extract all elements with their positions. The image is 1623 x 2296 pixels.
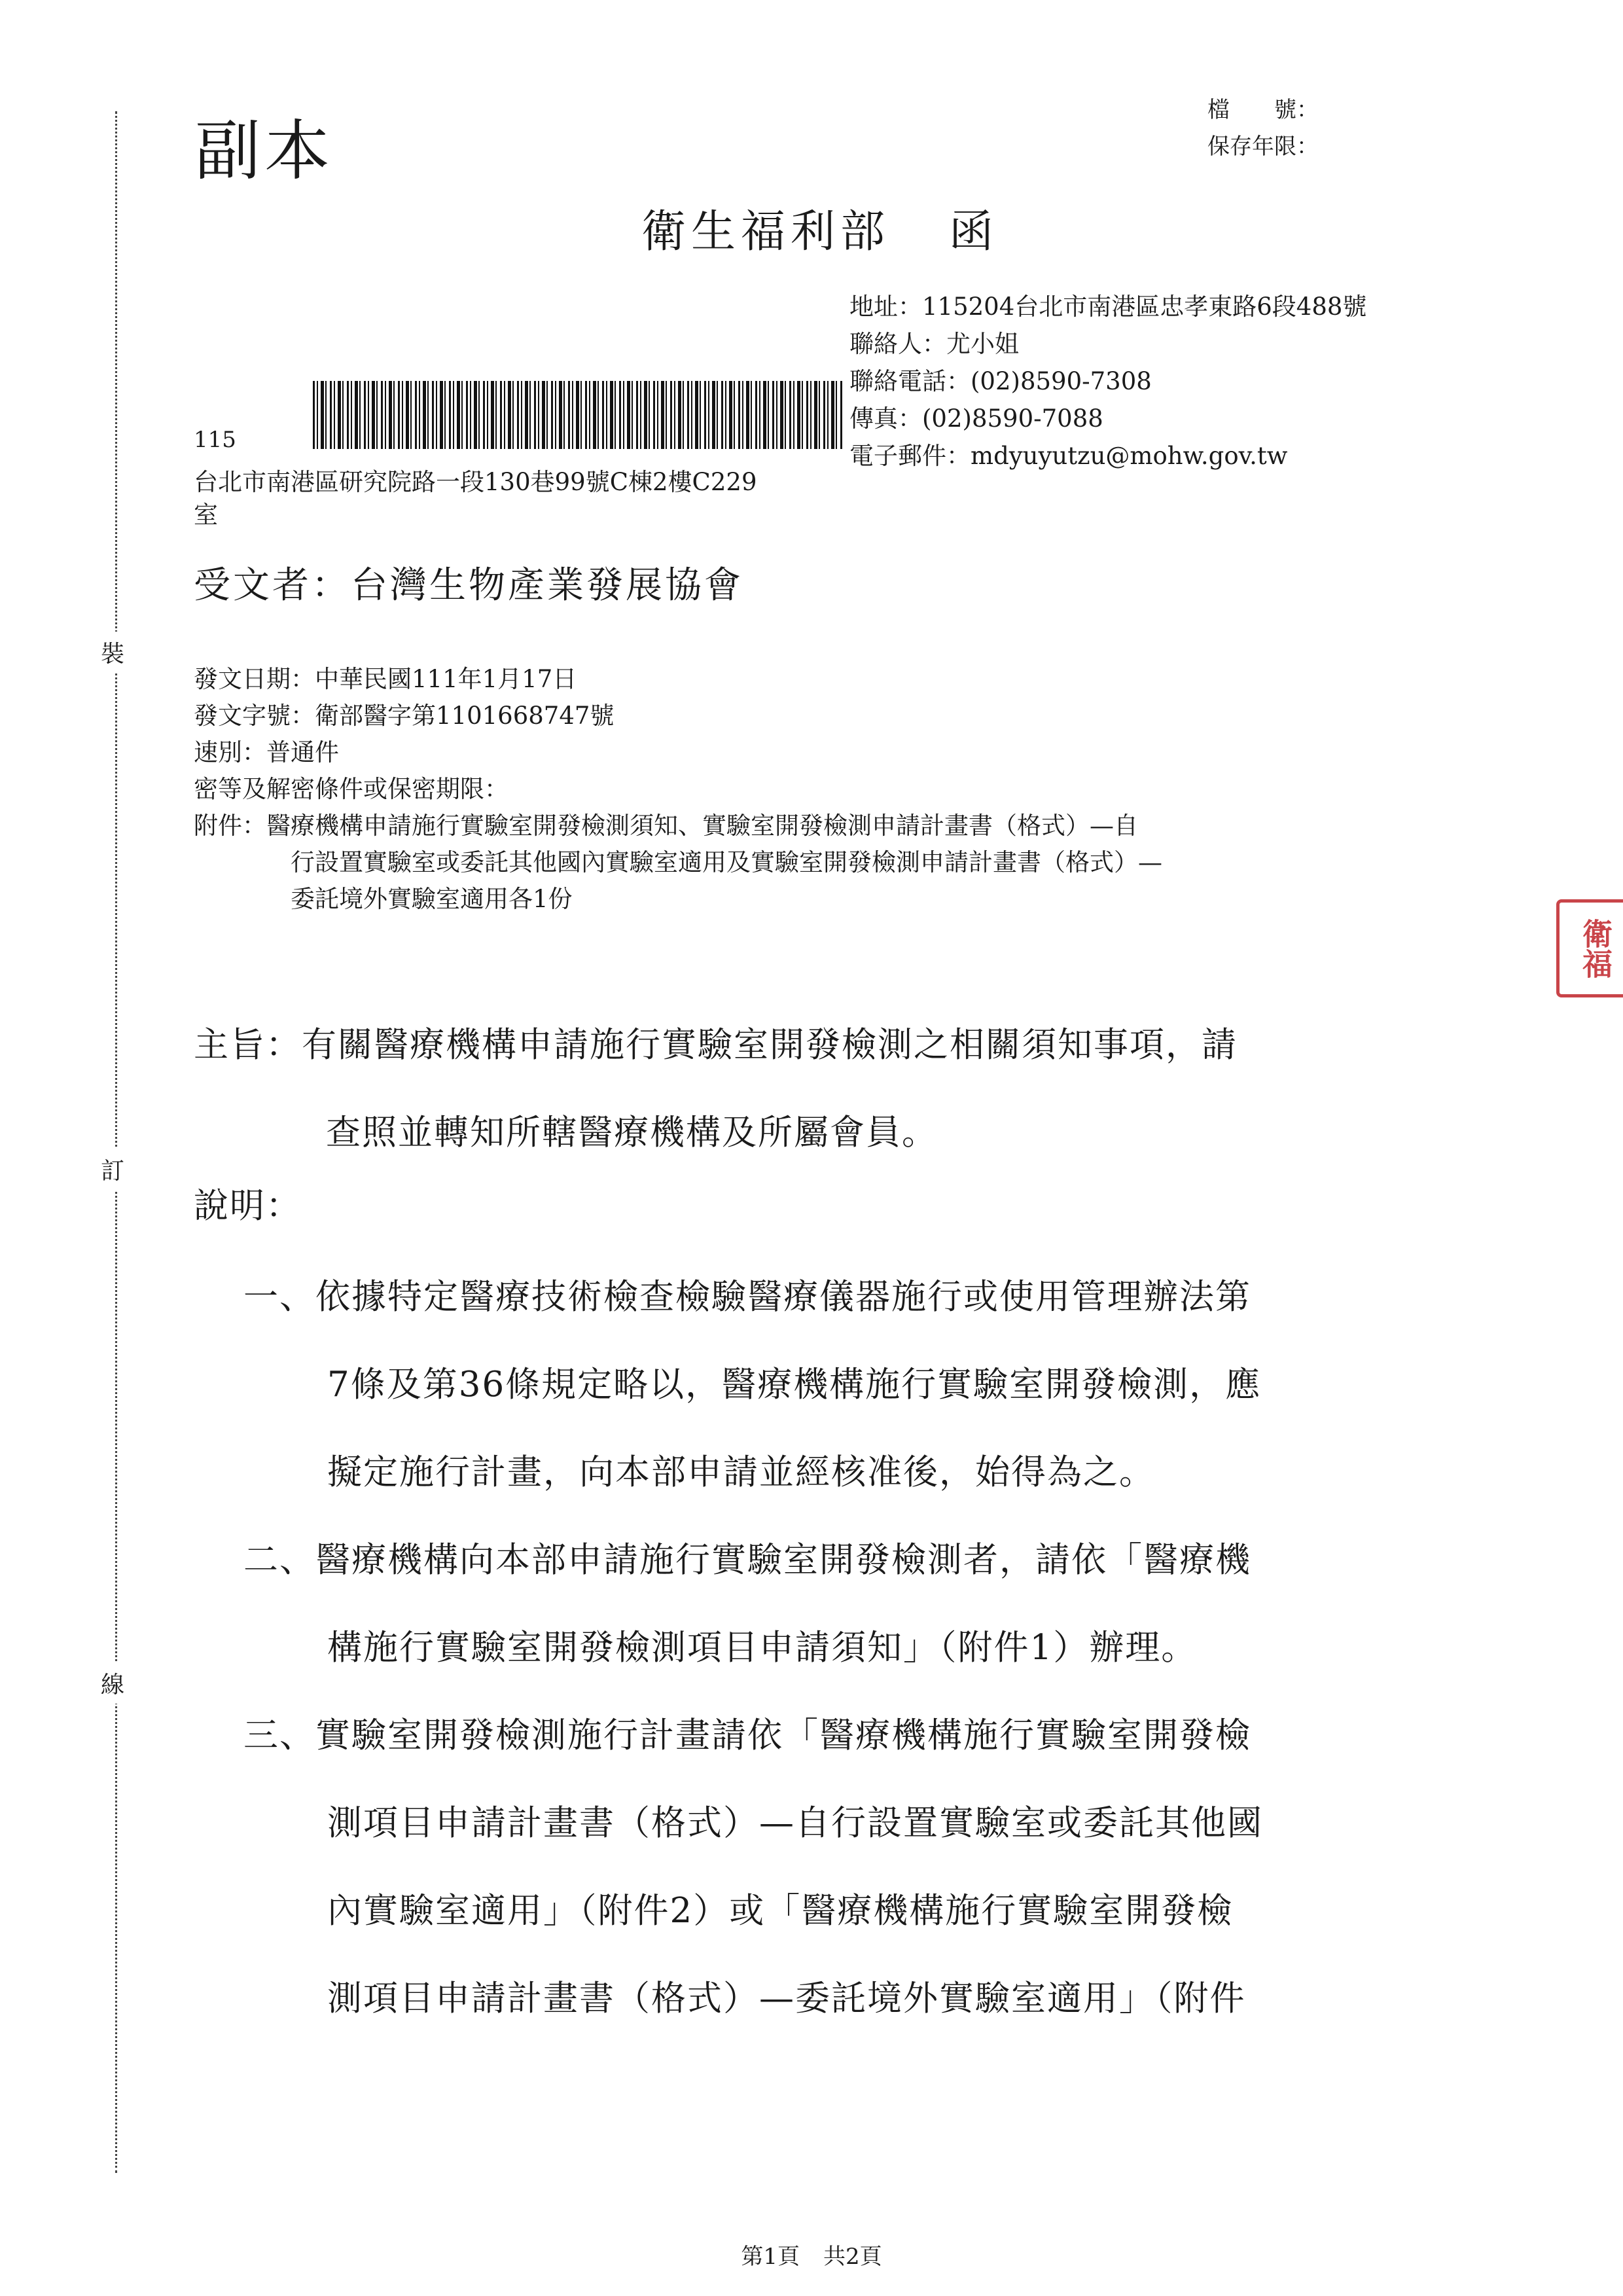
sender-fax: 傳真：(02)8590-7088 [849,404,1103,433]
recipient-address-line: 台北市南港區研究院路一段130巷99號C棟2樓C229 [194,468,757,496]
document-type: 函 [949,206,999,258]
sender-phone: 聯絡電話：(02)8590-7308 [849,367,1152,395]
classification: 密等及解密條件或保密期限： [194,775,508,803]
subject [194,1001,1238,1177]
page-total: 共2頁 [823,2244,882,2270]
document-title [641,196,999,260]
attachment-line: 附件：醫療機構申請施行實驗室開發檢測須知、實驗室開發檢測申請計畫書（格式）—自 [194,812,1138,840]
binding-mark-1: 裝 [101,632,124,673]
recipient-address [194,466,757,531]
issue-date: 發文日期：中華民國111年1月17日 [194,665,577,693]
attachment-line: 行設置實驗室或委託其他國內實驗室適用及實驗室開發檢測申請計畫書（格式）— [291,848,1162,876]
subject-line: 主旨：有關醫療機構申請施行實驗室開發檢測之相關須知事項，請 [194,1025,1238,1065]
sender-address: 地址：115204台北市南港區忠孝東路6段488號 [849,293,1367,321]
page-number: 第1頁 [741,2244,800,2270]
explanation-items [243,1253,1263,2043]
sender-info [849,288,1366,475]
explanation-heading: 說明： [194,1186,302,1226]
copy-label: 副本 [195,113,334,189]
explanation-item-1-line: 擬定施行計畫，向本部申請並經核准後，始得為之。 [327,1452,1155,1492]
archive-number-label: 檔 號： [1207,97,1319,123]
subject-line: 查照並轉知所轄醫療機構及所屬會員。 [326,1113,938,1153]
sender-email: 電子郵件：mdyuyutzu@mohw.gov.tw [849,442,1288,470]
retention-period-label: 保存年限： [1207,134,1319,160]
document-meta [194,661,1162,918]
explanation-item-1-line: 一、依據特定醫療技術檢查檢驗醫療儀器施行或使用管理辦法第 [243,1277,1251,1317]
issue-number: 發文字號：衛部醫字第1101668747號 [194,702,615,730]
postal-code: 115 [194,427,236,453]
delivery-speed: 速別：普通件 [194,738,339,766]
explanation-item-1-line: 7條及第36條規定略以，醫療機構施行實驗室開發檢測，應 [327,1365,1262,1405]
recipient: 受文者：台灣生物產業發展協會 [194,564,743,607]
archive-info [1207,92,1319,165]
page-footer [0,2238,1623,2270]
explanation-item-3-line: 測項目申請計畫書（格式）—自行設置實驗室或委託其他國 [327,1803,1263,1843]
explanation-item-2-line: 二、醫療機構向本部申請施行實驗室開發檢測者，請依「醫療機 [243,1540,1251,1580]
sender-contact: 聯絡人：尤小姐 [849,330,1019,358]
red-stamp-seal: 衛福 [1556,899,1623,997]
explanation-item-2-line: 構施行實驗室開發檢測項目申請須知」（附件1）辦理。 [327,1628,1198,1668]
barcode [313,381,843,449]
recipient-address-line: 室 [194,501,218,529]
binding-mark-3: 線 [101,1662,124,1704]
attachment-line: 委託境外實驗室適用各1份 [291,885,573,913]
explanation-item-3-line: 測項目申請計畫書（格式）—委託境外實驗室適用」（附件 [327,1979,1246,2018]
agency-name: 衛生福利部 [641,206,891,258]
explanation-item-3-line: 內實驗室適用」（附件2）或「醫療機構施行實驗室開發檢 [327,1891,1234,1931]
binding-mark-2: 訂 [101,1149,124,1190]
binding-margin-line [115,111,117,2173]
explanation-item-3-line: 三、實驗室開發檢測施行計畫請依「醫療機構施行實驗室開發檢 [243,1715,1251,1755]
